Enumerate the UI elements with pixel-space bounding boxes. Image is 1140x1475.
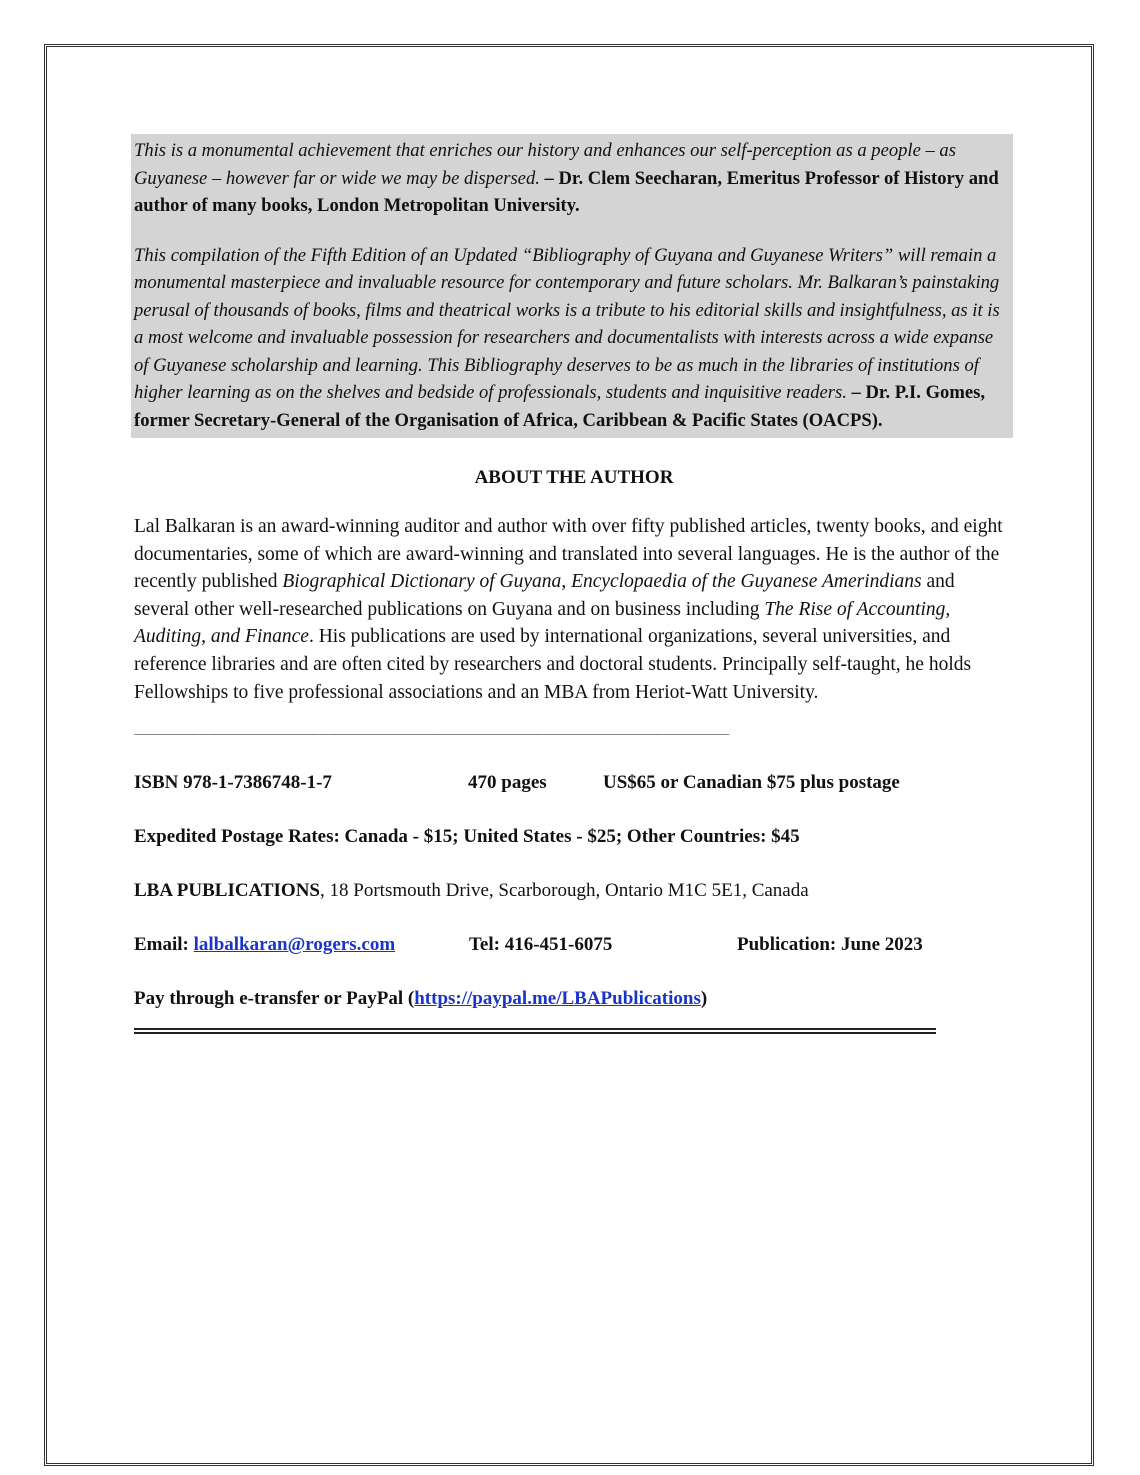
dashed-separator: -------------------------------------------------------------------------------------------------------------------------------------------------------------------------------------------------------------------------- <box>134 729 730 741</box>
review-attribution: – Dr. P.I. Gomes, former Secretary-General of the Organisation of Africa, Caribbean & Pacific States (OACPS). <box>134 382 985 431</box>
publisher-address-line <box>134 878 809 904</box>
contact-row <box>134 932 1014 958</box>
review-attribution: – Dr. Clem Seecharan, Emeritus Professor of History and author of many books, London Metropolitan University. <box>134 167 999 216</box>
email-label: Email: <box>134 934 194 956</box>
bio-book-title: The Rise of Accounting, Auditing, and Finance <box>134 598 951 648</box>
about-author-heading: ABOUT THE AUTHOR <box>474 467 674 488</box>
publication-date: Publication: June 2023 <box>737 934 923 956</box>
publisher-address: , 18 Portsmouth Drive, Scarborough, Ontario M1C 5E1, Canada <box>320 880 809 902</box>
page-count: 470 pages <box>468 772 547 794</box>
publisher-name: LBA PUBLICATIONS <box>134 880 321 902</box>
email-link[interactable]: lalbalkaran@rogers.com <box>193 934 396 956</box>
postage-row <box>134 824 1014 850</box>
reviews-block <box>131 134 1013 438</box>
price: US$65 or Canadian $75 plus postage <box>603 772 900 794</box>
bio-text: . His publications are used by international organizations, several universities, and reference libraries and are often cited by researchers and doctoral students. Principally self-taught, he holds Fellowships to five professional associations and an MBA from Heriot-Watt University. <box>134 626 972 703</box>
postage-rates: Expedited Postage Rates: Canada - $15; United States - $25; Other Countries: $45 <box>134 826 800 848</box>
review-quote: This compilation of the Fifth Edition of an Updated “Bibliography of Guyana and Guyanese Writers” will remain a monumental masterpiece and invaluable resource for contemporary and future scholars. Mr. Balkaran’s painstaking perusal of thousands of books, films and theatrical works is a tribute to his editorial skills and insightfulness, as it is a most welcome and invaluable possession for researchers and documentalists with interests across a wide expanse of Guyanese scholarship and learning. This Bibliography deserves to be as much in the libraries of institutions of higher learning as on the shelves and bedside of professionals, students and inquisitive readers. <box>134 244 1000 403</box>
review-gomes <box>134 242 1007 435</box>
bio-text: , <box>561 571 572 593</box>
email-line <box>134 932 395 958</box>
bio-book-title: Biographical Dictionary of Guyana <box>282 571 562 593</box>
paypal-link[interactable]: https://paypal.me/LBAPublications <box>414 988 701 1010</box>
telephone: Tel: 416-451-6075 <box>469 934 613 956</box>
payment-text: Pay through e-transfer or PayPal ( <box>134 988 415 1010</box>
bio-text: Lal Balkaran is an award-winning auditor and author with over fifty published articles, twenty books, and eight documentaries, some of which are award-winning and translated into several languages. He is the author of the recently published <box>134 516 1003 593</box>
bio-text: and several other well-researched publications on Guyana and on business including <box>134 571 955 620</box>
review-seecharan <box>134 137 1007 220</box>
payment-row <box>134 986 1014 1012</box>
payment-line <box>134 986 707 1012</box>
publisher-row <box>134 878 1014 904</box>
book-details-row <box>134 770 1014 796</box>
payment-text-end: ) <box>700 988 708 1010</box>
double-rule-separator <box>134 1028 936 1034</box>
bio-book-title: Encyclopaedia of the Guyanese Amerindians <box>571 571 922 593</box>
review-quote: This is a monumental achievement that enriches our history and enhances our self-perception as a people – as Guyanese – however far or wide we may be dispersed. <box>134 140 956 189</box>
author-bio <box>134 513 1014 706</box>
flyer-content <box>134 134 1014 1034</box>
isbn: ISBN 978-1-7386748-1-7 <box>134 772 332 794</box>
